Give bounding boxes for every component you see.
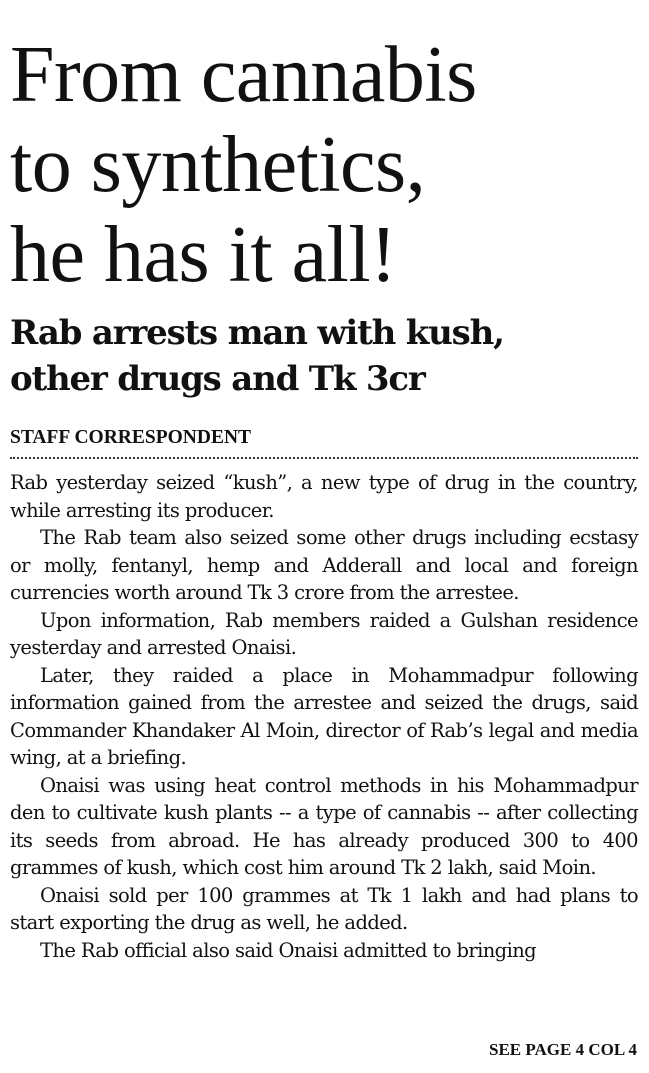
article-paragraph: Onaisi sold per 100 grammes at Tk 1 lakh and had plans to start exporting the drug as well, he added. — [10, 883, 638, 934]
article-paragraph: The Rab team also seized some other drugs including ecstasy or molly, fentanyl, hemp and Adderall and local and foreign currencies worth around Tk 3 crore from the arrestee. — [10, 526, 638, 604]
continuation-jump-line: SEE PAGE 4 COL 4 — [489, 1040, 637, 1059]
byline: STAFF CORRESPONDENT — [10, 427, 252, 448]
subheadline-line: Rab arrests man with kush, — [10, 313, 504, 353]
article-paragraph: Upon information, Rab members raided a Gulshan residence yesterday and arrested Onaisi. — [10, 608, 638, 659]
headline-line: he has it all! — [10, 211, 397, 299]
news-article-clipping — [10, 0, 638, 964]
article-body — [10, 469, 638, 964]
subheadline — [10, 310, 638, 402]
article-paragraph: Onaisi was using heat control methods in his Mohammadpur den to cultivate kush plants -- a type of cannabis -- after collecting its seeds from abroad. He has already produced 300 to 400 grammes of kush, which cost him around Tk 2 lakh, said Moin. — [10, 773, 638, 879]
headline-line: to synthetics, — [10, 121, 426, 209]
subheadline-line: other drugs and Tk 3cr — [10, 359, 425, 399]
headline-line: From cannabis — [10, 31, 477, 119]
article-paragraph: Rab yesterday seized “kush”, a new type of drug in the country, while arresting its producer. — [10, 471, 638, 522]
article-paragraph: Later, they raided a place in Mohammadpur following information gained from the arrestee and seized the drugs, said Commander Khandaker Al Moin, director of Rab’s legal and media wing, at a briefing. — [10, 663, 638, 769]
headline — [10, 0, 638, 300]
article-paragraph: The Rab official also said Onaisi admitted to bringing — [40, 938, 537, 962]
dotted-divider — [10, 457, 638, 459]
